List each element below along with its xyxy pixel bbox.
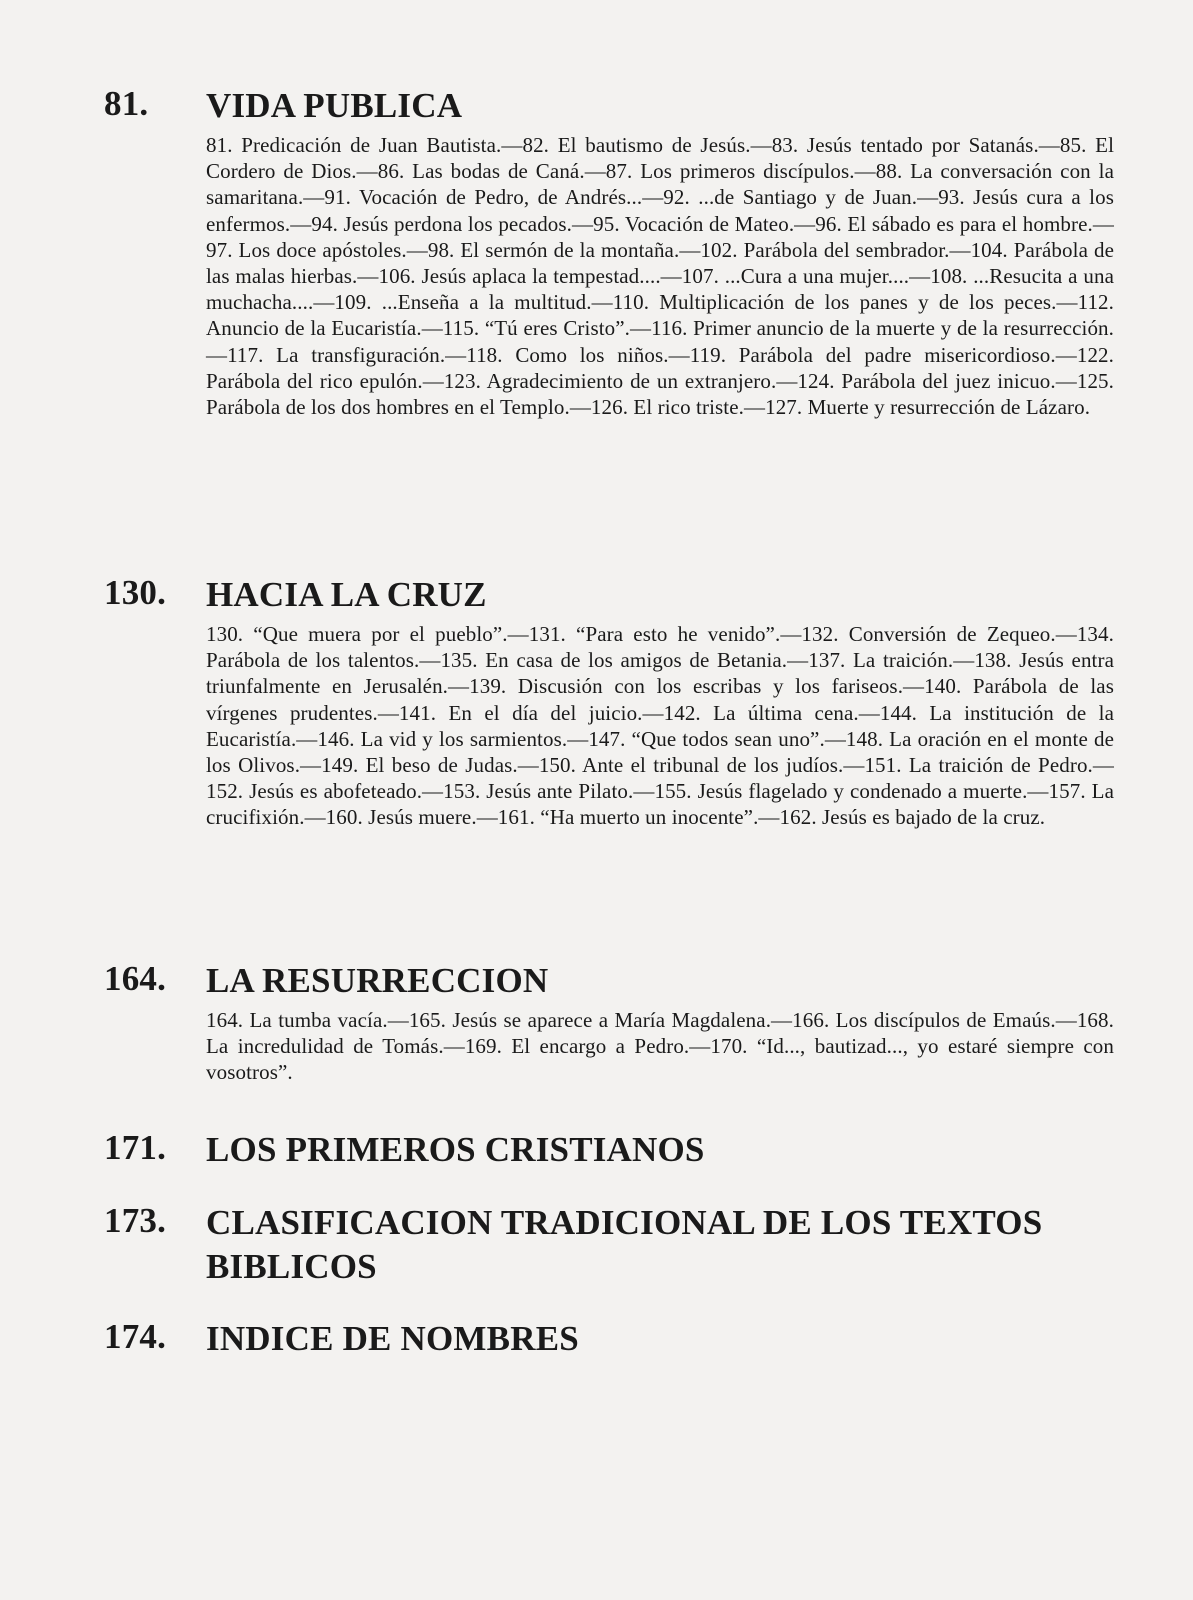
section-title: VIDA PUBLICA	[206, 86, 463, 125]
section-title: INDICE DE NOMBRES	[206, 1319, 579, 1358]
section-contents: 130. “Que muera por el pueblo”.—131. “Para esto he venido”.—132. Conversión de Zequeo.—134. Parábola de los talentos.—135. En casa de los amigos de Betania.—137. La traición.—138. Jesús entra triunfalmente en Jerusalén.—139. Discusión con los escribas y los fariseos.—140. Parábola de las vírgenes prudentes.—141. En el día del juicio.—142. La última cena.—144. La institución de la Eucaristía.—146. La vid y los sarmientos.—147. “Que todos sean uno”.—148. La oración en el monte de los Olivos.—149. El beso de Judas.—150. Ante el tribunal de los judíos.—151. La traición de Pedro.—152. Jesús es abofeteado.—153. Jesús ante Pilato.—155. Jesús flagelado y condenado a muerte.—157. La crucifixión.—160. Jesús muere.—161. “Ha muerto un inocente”.—162. Jesús es bajado de la cruz.	[206, 622, 1114, 830]
section-heading	[104, 1128, 1114, 1176]
section-number: 171.	[104, 1128, 167, 1167]
section-heading	[104, 573, 1114, 621]
section-contents: 164. La tumba vacía.—165. Jesús se aparece a María Magdalena.—166. Los discípulos de Emaús.—168. La incredulidad de Tomás.—169. El encargo a Pedro.—170. “Id..., bautizad..., yo estaré siempre con vosotros”.	[206, 1008, 1114, 1085]
section-number: 130.	[104, 573, 167, 612]
section-number: 173.	[104, 1201, 167, 1240]
section-heading	[104, 1201, 1114, 1293]
section-heading	[104, 84, 1114, 132]
section-title: LOS PRIMEROS CRISTIANOS	[206, 1130, 705, 1169]
section-primeros-cristianos	[104, 1128, 1114, 1176]
section-number: 174.	[104, 1317, 167, 1356]
section-clasificacion-textos	[104, 1201, 1114, 1293]
section-vida-publica	[104, 84, 1114, 420]
section-number: 81.	[104, 84, 149, 123]
section-title: LA RESURRECCION	[206, 961, 549, 1000]
section-la-resurreccion	[104, 959, 1114, 1086]
section-title: CLASIFICACION TRADICIONAL DE LOS TEXTOS BIBLICOS	[206, 1203, 1043, 1286]
section-contents: 81. Predicación de Juan Bautista.—82. El bautismo de Jesús.—83. Jesús tentado por Satanás.—85. El Cordero de Dios.—86. Las bodas de Caná.—87. Los primeros discípulos.—88. La conversación con la samaritana.—91. Vocación de Pedro, de Andrés...—92. ...de Santiago y de Juan.—93. Jesús cura a los enfermos.—94. Jesús perdona los pecados.—95. Vocación de Mateo.—96. El sábado es para el hombre.—97. Los doce apóstoles.—98. El sermón de la montaña.—102. Parábola del sembrador.—104. Parábola de las malas hierbas.—106. Jesús aplaca la tempestad....—107. ...Cura a una mujer....—108. ...Resucita a una muchacha....—109. ...Enseña a la multitud.—110. Multiplicación de los panes y de los peces.—112. Anuncio de la Eucaristía.—115. “Tú eres Cristo”.—116. Primer anuncio de la muerte y de la resurrección.—117. La transfiguración.—118. Como los niños.—119. Parábola del padre misericordioso.—122. Parábola del rico epulón.—123. Agradecimiento de un extranjero.—124. Parábola del juez inicuo.—125. Parábola de los dos hombres en el Templo.—126. El rico triste.—127. Muerte y resurrección de Lázaro.	[206, 133, 1114, 420]
section-hacia-la-cruz	[104, 573, 1114, 831]
section-heading	[104, 959, 1114, 1007]
section-title: HACIA LA CRUZ	[206, 575, 487, 614]
section-number: 164.	[104, 959, 167, 998]
section-indice-nombres	[104, 1317, 1114, 1365]
section-heading	[104, 1317, 1114, 1365]
